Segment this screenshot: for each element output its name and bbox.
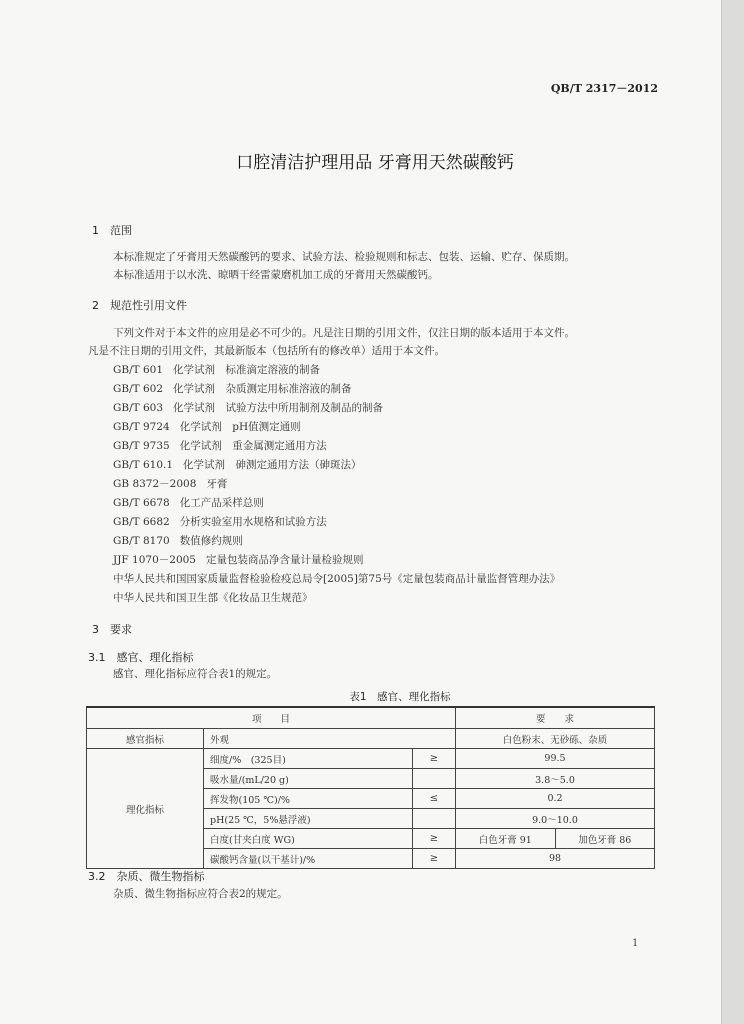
standard-code: QB/T 2317－2012 (550, 82, 658, 95)
section-2-heading: 2 规范性引用文件 (92, 299, 187, 312)
table-1 (86, 706, 655, 869)
reference-item: GB/T 9735 化学试剂 重金属测定通用方法 (113, 440, 327, 452)
value-cell: 98 (456, 849, 655, 869)
value-cell: 0.2 (456, 789, 655, 809)
page-number: 1 (632, 938, 639, 949)
reference-item: JJF 1070－2005 定量包装商品净含量计量检验规则 (113, 554, 364, 566)
reference-item: 中华人民共和国国家质量监督检验检疫总局令[2005]第75号《定量包装商品计量监督管理办法》 (113, 573, 561, 585)
section-3-heading: 3 要求 (92, 623, 132, 636)
table-row (87, 749, 655, 769)
item-cell: 外观 (204, 729, 456, 749)
table-header-row (87, 707, 655, 729)
reference-item: 中华人民共和国卫生部《化妆品卫生规范》 (113, 592, 313, 604)
document-title: 口腔清洁护理用品 牙膏用天然碳酸钙 (236, 153, 514, 173)
section-3-1-text: 感官、理化指标应符合表1的规定。 (113, 668, 278, 680)
section-1-line-2: 本标准适用于以水洗、晾晒干经雷蒙磨机加工成的牙膏用天然碳酸钙。 (113, 269, 439, 281)
category-cell: 理化指标 (87, 749, 204, 869)
table-1-caption: 表1 感官、理化指标 (349, 691, 451, 703)
category-cell: 感官指标 (87, 729, 204, 749)
reference-item: GB/T 8170 数值修约规则 (113, 535, 243, 547)
operator-cell: ≥ (413, 749, 456, 769)
section-1-heading: 1 范围 (92, 224, 132, 237)
section-3-1-heading: 3.1 感官、理化指标 (88, 651, 194, 664)
operator-cell (413, 809, 456, 829)
reference-item: GB 8372－2008 牙膏 (113, 478, 228, 490)
reference-item: GB/T 602 化学试剂 杂质测定用标准溶液的制备 (113, 383, 352, 395)
reference-item: GB/T 6678 化工产品采样总则 (113, 497, 264, 509)
scan-edge (721, 0, 744, 1024)
section-3-2-heading: 3.2 杂质、微生物指标 (88, 870, 205, 883)
value-cell: 9.0～10.0 (456, 809, 655, 829)
header-item: 项 目 (87, 707, 456, 729)
section-2-intro-1: 下列文件对于本文件的应用是必不可少的。凡是注日期的引用文件，仅注日期的版本适用于本文件。 (113, 327, 575, 339)
reference-item: GB/T 610.1 化学试剂 砷测定通用方法（砷斑法） (113, 459, 362, 471)
value-cell-colored: 加色牙膏 86 (555, 829, 655, 849)
operator-cell: ≥ (413, 849, 456, 869)
reference-item: GB/T 603 化学试剂 试验方法中所用制剂及制品的制备 (113, 402, 384, 414)
item-cell: 白度(甘夹白度 WG) (204, 829, 413, 849)
value-cell: 白色粉末、无砂砾、杂质 (456, 729, 655, 749)
operator-cell: ≥ (413, 829, 456, 849)
operator-cell: ≤ (413, 789, 456, 809)
reference-item: GB/T 601 化学试剂 标准滴定溶液的制备 (113, 364, 321, 376)
table-row (87, 729, 655, 749)
header-requirement: 要 求 (456, 707, 655, 729)
reference-list (113, 362, 560, 609)
section-2-intro-2: 凡是不注日期的引用文件，其最新版本（包括所有的修改单）适用于本文件。 (88, 345, 445, 357)
item-cell: 挥发物(105 ℃)/% (204, 789, 413, 809)
section-1-line-1: 本标准规定了牙膏用天然碳酸钙的要求、试验方法、检验规则和标志、包装、运输、贮存、保质期。 (113, 251, 575, 263)
reference-item: GB/T 6682 分析实验室用水规格和试验方法 (113, 516, 327, 528)
reference-item: GB/T 9724 化学试剂 pH值测定通则 (113, 421, 301, 433)
item-cell: pH(25 ℃，5%悬浮液) (204, 809, 413, 829)
item-cell: 吸水量/(mL/20 g) (204, 769, 413, 789)
item-cell: 细度/% (325目) (204, 749, 413, 769)
value-cell: 99.5 (456, 749, 655, 769)
value-cell-white: 白色牙膏 91 (456, 829, 556, 849)
item-cell: 碳酸钙含量(以干基计)/% (204, 849, 413, 869)
value-cell: 3.8～5.0 (456, 769, 655, 789)
section-3-2-text: 杂质、微生物指标应符合表2的规定。 (113, 888, 288, 900)
operator-cell (413, 769, 456, 789)
